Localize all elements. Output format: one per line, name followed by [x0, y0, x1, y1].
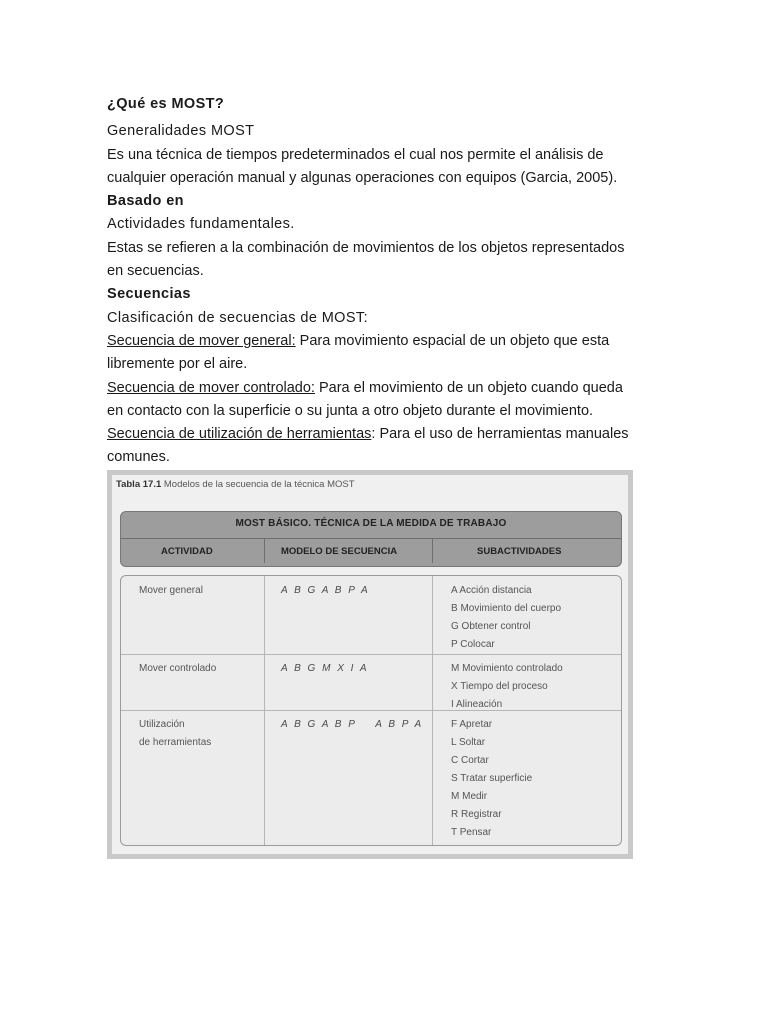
- row-actividad: [139, 716, 211, 752]
- figure-caption: [116, 479, 355, 490]
- subactividad-item: S Tratar superficie: [451, 773, 533, 784]
- row-modelo: A B G M X I A: [281, 663, 369, 674]
- row-actividad: Mover general: [139, 585, 203, 596]
- actividades-text: Actividades fundamentales.: [107, 216, 295, 233]
- table-row: [121, 654, 621, 711]
- subactividad-item: T Pensar: [451, 827, 492, 838]
- column-divider: [432, 539, 433, 563]
- intro-line-1: Es una técnica de tiempos predeterminados el cual nos permite el análisis de: [107, 146, 604, 163]
- generalidades-heading: Generalidades MOST: [107, 123, 255, 140]
- subactividad-item: A Acción distancia: [451, 585, 532, 596]
- row-subactividades: [451, 716, 532, 842]
- subactividad-item: M Medir: [451, 791, 488, 802]
- estas-line-2: en secuencias.: [107, 263, 204, 280]
- table-title: MOST BÁSICO. TÉCNICA DE LA MEDIDA DE TRABAJO: [235, 518, 507, 529]
- subactividad-item: F Apretar: [451, 719, 493, 730]
- document-body: [107, 93, 667, 470]
- seq-herr-label: Secuencia de utilización de herramientas: [107, 426, 372, 443]
- caption-text: Modelos de la secuencia de la técnica MOST: [161, 479, 355, 490]
- seq-general-label: Secuencia de mover general:: [107, 332, 296, 349]
- seq-controlado-text: Para el movimiento de un objeto cuando queda: [314, 379, 623, 396]
- page-title: ¿Qué es MOST?: [107, 96, 225, 112]
- row-modelo: A B G A B P A B P A: [281, 719, 424, 730]
- row-subactividades: [451, 660, 563, 714]
- seq-herr-line-2: comunes.: [107, 449, 170, 466]
- subactividad-item: M Movimiento controlado: [451, 663, 563, 674]
- table-row: [121, 576, 621, 655]
- subactividad-item: B Movimiento del cuerpo: [451, 603, 562, 614]
- estas-line-1: Estas se refieren a la combinación de movimientos de los objetos representados: [107, 239, 625, 256]
- row-actividad-line: de herramientas: [139, 737, 212, 748]
- seq-general-line-2: libremente por el aire.: [107, 356, 248, 373]
- subactividad-item: L Soltar: [451, 737, 486, 748]
- col-header-subactividades: SUBACTIVIDADES: [477, 546, 562, 557]
- secuencias-heading: Secuencias: [107, 286, 191, 303]
- subactividad-item: G Obtener control: [451, 621, 531, 632]
- row-subactividades: [451, 582, 561, 654]
- seq-general-line: [107, 330, 667, 353]
- most-table-figure: [107, 470, 633, 859]
- col-header-actividad: ACTIVIDAD: [161, 546, 213, 557]
- subactividad-item: C Cortar: [451, 755, 489, 766]
- intro-line-2: cualquier operación manual y algunas operaciones con equipos (Garcia, 2005).: [107, 169, 618, 186]
- column-divider: [264, 539, 265, 563]
- seq-general-text: Para movimiento espacial de un objeto que esta: [295, 332, 610, 349]
- seq-herr-text: : Para el uso de herramientas manuales: [371, 426, 629, 443]
- row-actividad: Mover controlado: [139, 663, 217, 674]
- seq-herr-line: [107, 423, 667, 446]
- subactividad-item: I Alineación: [451, 699, 503, 710]
- seq-controlado-label: Secuencia de mover controlado:: [107, 379, 315, 396]
- basado-heading: Basado en: [107, 193, 184, 210]
- seq-controlado-line: [107, 377, 667, 400]
- subactividad-item: P Colocar: [451, 639, 495, 650]
- subactividad-item: R Registrar: [451, 809, 502, 820]
- row-actividad-line: Utilización: [139, 719, 185, 730]
- col-header-modelo: MODELO DE SECUENCIA: [281, 546, 398, 557]
- table-column-headers: [121, 538, 621, 563]
- seq-controlado-line-2: en contacto con la superficie o su junta a otro objeto durante el movimiento.: [107, 402, 594, 419]
- table-row: [121, 710, 621, 842]
- row-modelo: A B G A B P A: [281, 585, 370, 596]
- subactividad-item: X Tiempo del proceso: [451, 681, 548, 692]
- caption-label: Tabla 17.1: [116, 479, 162, 490]
- table-header: [120, 511, 622, 567]
- table-body: [120, 575, 622, 846]
- clasificacion-text: Clasificación de secuencias de MOST:: [107, 309, 369, 326]
